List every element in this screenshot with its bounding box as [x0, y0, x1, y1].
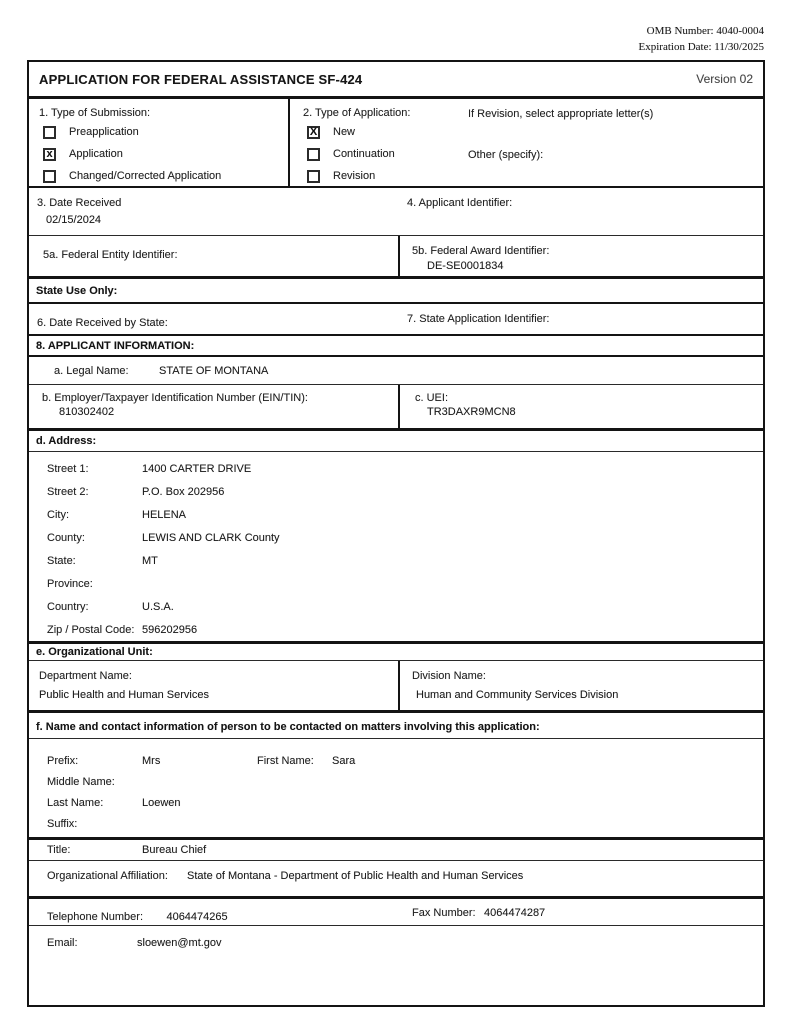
application-option-revision	[307, 165, 763, 187]
type-of-submission-label: 1. Type of Submission:	[39, 107, 151, 119]
country-value: U.S.A.	[142, 600, 174, 613]
zip-label: Zip / Postal Code:	[47, 623, 135, 636]
form-header	[29, 62, 763, 99]
version-label: Version 02	[696, 72, 753, 86]
address-country-row	[29, 595, 763, 618]
checkbox-preapplication[interactable]	[43, 126, 56, 139]
type-of-submission-section	[29, 99, 290, 186]
federal-entity-identifier-label: 5a. Federal Entity Identifier:	[43, 249, 178, 261]
fax-value: 4064474287	[484, 907, 546, 919]
first-name-value: Sara	[332, 754, 356, 767]
org-affiliation-value: State of Montana - Department of Public Health and Human Services	[187, 870, 524, 882]
applicant-identifier-label: 4. Applicant Identifier:	[407, 197, 513, 209]
email-value: sloewen@mt.gov	[137, 937, 222, 949]
legal-name-row	[29, 357, 763, 385]
state-application-identifier-label: 7. State Application Identifier:	[407, 313, 550, 325]
federal-award-identifier-label: 5b. Federal Award Identifier:	[412, 245, 550, 257]
omb-number: OMB Number: 4040-0004	[646, 25, 764, 37]
ein-cell	[29, 385, 400, 428]
type-of-application-section	[290, 99, 763, 186]
checkbox-label-changed-corrected: Changed/Corrected Application	[69, 170, 222, 182]
title-label: Title:	[47, 844, 71, 856]
phone-fax-row	[29, 899, 763, 926]
applicant-information-header: 8. APPLICANT INFORMATION:	[29, 336, 763, 357]
state-use-only-label: State Use Only:	[29, 279, 763, 304]
street1-value: 1400 CARTER DRIVE	[142, 462, 252, 475]
date-received-row	[29, 188, 763, 236]
fax-label: Fax Number:	[412, 907, 476, 919]
telephone-value: 4064474265	[166, 911, 228, 923]
checkbox-revision[interactable]	[307, 170, 320, 183]
date-received-by-state-label: 6. Date Received by State:	[37, 317, 168, 329]
street2-value: P.O. Box 202956	[142, 485, 225, 498]
checkbox-label-preapplication: Preapplication	[69, 126, 139, 138]
prefix-label: Prefix:	[47, 754, 79, 767]
suffix-label: Suffix:	[47, 817, 78, 830]
org-affiliation-row	[29, 861, 763, 899]
country-label: Country:	[47, 600, 89, 613]
last-name-value: Loewen	[142, 796, 181, 809]
address-street1-row	[29, 457, 763, 480]
checkbox-label-continuation: Continuation	[333, 148, 395, 160]
first-name-label: First Name:	[257, 754, 314, 767]
omb-expiration-date: Expiration Date: 11/30/2025	[638, 40, 764, 53]
uei-value: TR3DAXR9MCN8	[427, 406, 516, 418]
city-value: HELENA	[142, 508, 187, 521]
county-value: LEWIS AND CLARK County	[142, 531, 280, 544]
checkbox-label-revision: Revision	[333, 170, 376, 182]
department-name-value: Public Health and Human Services	[39, 689, 209, 701]
division-name-value: Human and Community Services Division	[416, 689, 619, 701]
checkbox-application[interactable]: x	[43, 148, 56, 161]
address-zip-row	[29, 618, 763, 641]
state-value: MT	[142, 554, 158, 567]
submission-option-preapplication	[43, 121, 288, 143]
federal-award-identifier-cell	[400, 236, 763, 276]
zip-value: 596202956	[142, 623, 198, 636]
address-block	[29, 452, 763, 644]
legal-name-label: a. Legal Name:	[54, 364, 129, 377]
omb-block	[639, 24, 764, 56]
ein-label: b. Employer/Taxpayer Identification Number (EIN/TIN):	[42, 392, 308, 404]
department-name-label: Department Name:	[39, 670, 132, 682]
last-name-label: Last Name:	[47, 796, 104, 809]
department-cell	[29, 661, 400, 710]
federal-identifier-row	[29, 236, 763, 279]
telephone-label: Telephone Number:	[47, 911, 144, 923]
address-section-header: d. Address:	[29, 431, 763, 452]
suffix-row	[29, 813, 763, 834]
contact-section-header: f. Name and contact information of person to be contacted on matters involving this application:	[29, 713, 763, 739]
checkbox-new[interactable]: X	[307, 126, 320, 139]
title-value: Bureau Chief	[142, 844, 207, 856]
org-unit-row	[29, 661, 763, 713]
county-label: County:	[47, 531, 85, 544]
org-unit-section-header: e. Organizational Unit:	[29, 644, 763, 661]
address-province-row	[29, 572, 763, 595]
federal-entity-identifier-cell	[29, 236, 400, 276]
checkbox-label-application: Application	[69, 148, 123, 160]
federal-award-identifier-value: DE-SE0001834	[427, 260, 504, 272]
date-received-label: 3. Date Received	[37, 197, 122, 209]
form-title: APPLICATION FOR FEDERAL ASSISTANCE SF-424	[39, 71, 363, 87]
last-name-row	[29, 792, 763, 813]
street2-label: Street 2:	[47, 485, 89, 498]
uei-label: c. UEI:	[415, 392, 449, 404]
address-county-row	[29, 526, 763, 549]
state-received-row	[29, 304, 763, 336]
sf424-form	[27, 60, 765, 1007]
checkbox-label-new: New	[333, 126, 356, 138]
contact-name-block	[29, 739, 763, 840]
middle-name-row	[29, 771, 763, 792]
checkbox-changed-corrected[interactable]	[43, 170, 56, 183]
ein-value: 810302402	[59, 406, 115, 418]
date-received-value: 02/15/2024	[46, 214, 102, 226]
type-of-application-label: 2. Type of Application:	[303, 107, 411, 119]
prefix-value: Mrs	[142, 754, 161, 767]
street1-label: Street 1:	[47, 462, 89, 475]
other-specify-label: Other (specify):	[468, 149, 544, 161]
division-name-label: Division Name:	[412, 670, 486, 682]
submission-option-application	[43, 143, 288, 165]
city-label: City:	[47, 508, 69, 521]
prefix-row	[29, 750, 763, 771]
submission-option-changed-corrected	[43, 165, 288, 187]
checkbox-continuation[interactable]	[307, 148, 320, 161]
revision-note: If Revision, select appropriate letter(s)	[468, 108, 654, 120]
email-row	[29, 926, 763, 1005]
application-option-new	[307, 121, 763, 143]
address-city-row	[29, 503, 763, 526]
submission-application-row	[29, 99, 763, 188]
state-label: State:	[47, 554, 76, 567]
address-state-row	[29, 549, 763, 572]
org-affiliation-label: Organizational Affiliation:	[47, 870, 168, 882]
middle-name-label: Middle Name:	[47, 775, 115, 788]
email-label: Email:	[47, 937, 78, 949]
legal-name-value: STATE OF MONTANA	[159, 364, 269, 377]
province-label: Province:	[47, 577, 93, 590]
address-street2-row	[29, 480, 763, 503]
division-cell	[400, 661, 763, 710]
title-row	[29, 840, 763, 861]
ein-uei-row	[29, 385, 763, 431]
uei-cell	[400, 385, 763, 428]
